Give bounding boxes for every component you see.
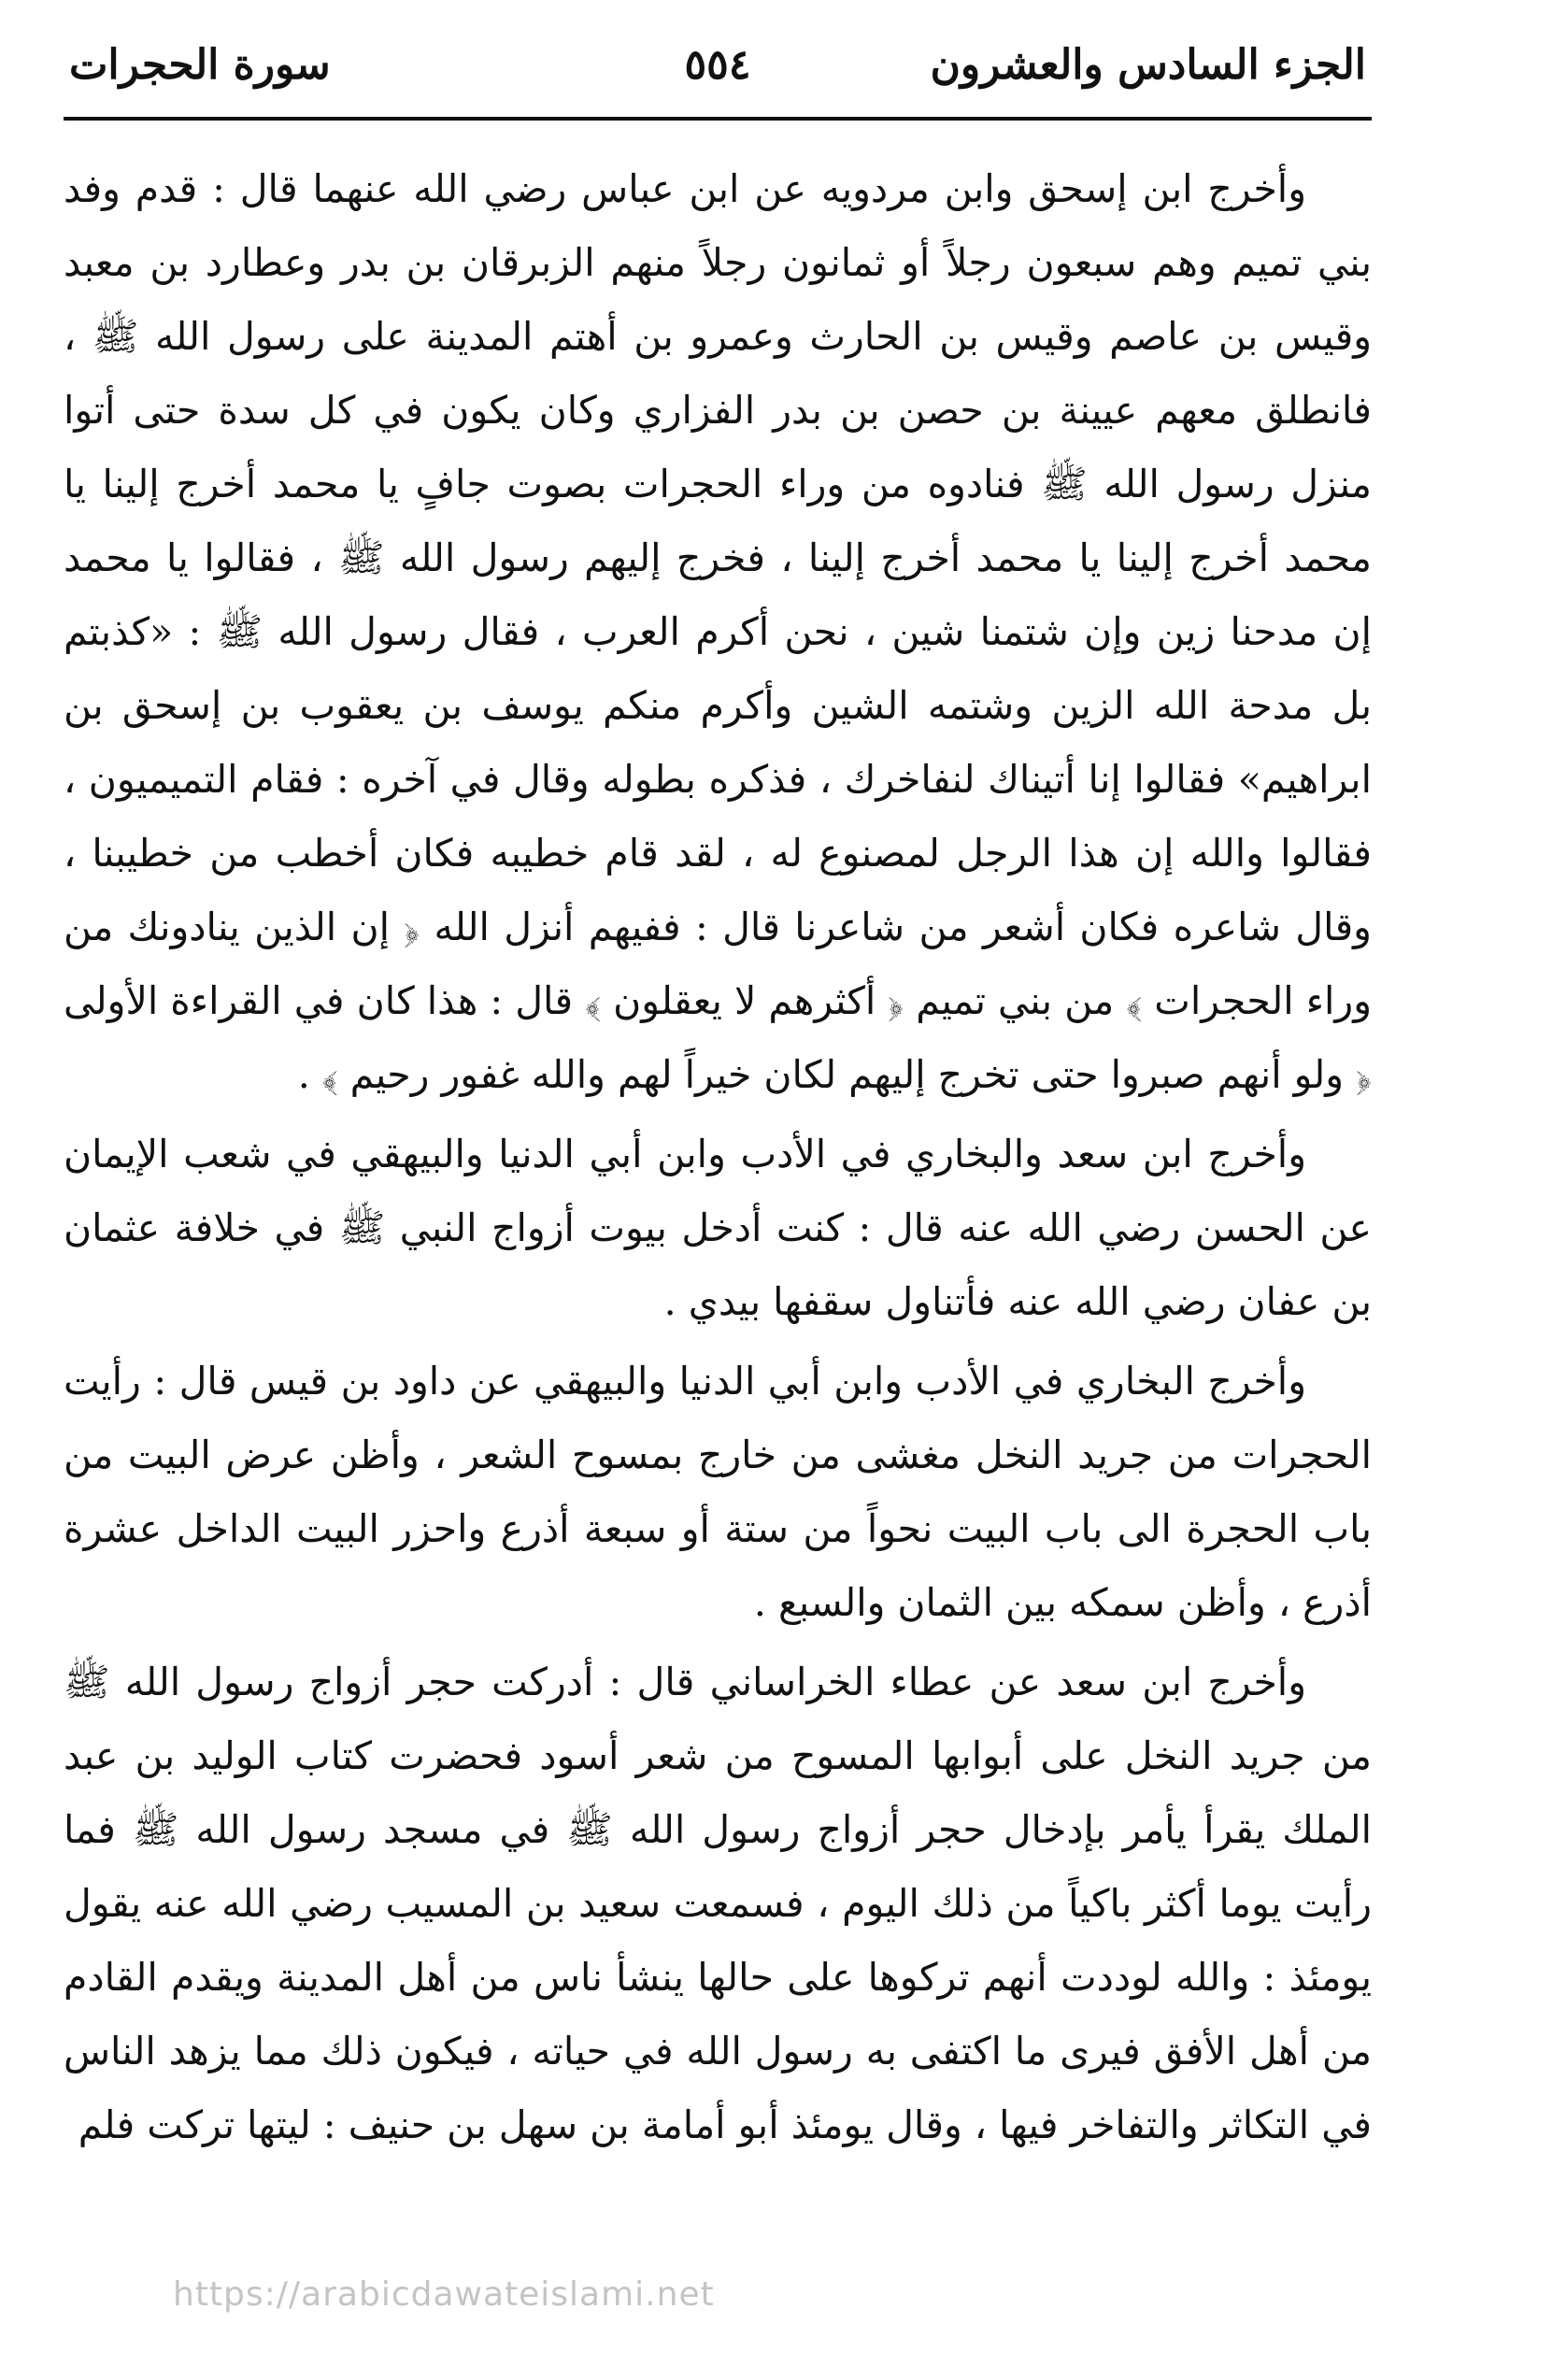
running-header	[64, 28, 1372, 117]
page-body-text	[64, 152, 1372, 2162]
header-divider	[64, 117, 1372, 121]
header-part-title: الجزء السادس والعشرون	[930, 41, 1366, 89]
header-page-number: ٥٥٤	[684, 41, 751, 89]
book-page	[64, 28, 1372, 2336]
paragraph-1: وأخرج ابن إسحق وابن مردويه عن ابن عباس رضي الله عنهما قال : قدم وفد بني تميم وهم سبعون رجلاً أو ثمانون رجلاً منهم الزبرقان بن بدر وعطارد بن معبد وقيس بن عاصم وقيس بن الحارث وعمرو بن أهتم المدينة على رسول الله ﷺ ، فانطلق معهم عيينة بن حصن بن بدر الفزاري وكان يكون في كل سدة حتى أتوا منزل رسول الله ﷺ فنادوه من وراء الحجرات بصوت جافٍ يا محمد أخرج إلينا يا محمد أخرج إلينا يا محمد أخرج إلينا ، فخرج إليهم رسول الله ﷺ ، فقالوا يا محمد إن مدحنا زين وإن شتمنا شين ، نحن أكرم العرب ، فقال رسول الله ﷺ : «كذبتم بل مدحة الله الزين وشتمه الشين وأكرم منكم يوسف بن يعقوب بن إسحق بن ابراهيم» فقالوا إنا أتيناك لنفاخرك ، فذكره بطوله وقال في آخره : فقام التميميون ، فقالوا والله إن هذا الرجل لمصنوع له ، لقد قام خطيبه فكان أخطب من خطيبنا ، وقال شاعره فكان أشعر من شاعرنا قال : ففيهم أنزل الله ﴿ إن الذين ينادونك من وراء الحجرات ﴾ من بني تميم ﴿ أكثرهم لا يعقلون ﴾ قال : هذا كان في القراءة الأولى ﴿ ولو أنهم صبروا حتى تخرج إليهم لكان خيراً لهم والله غفور رحيم ﴾ .	[64, 166, 1372, 1097]
paragraph-4: وأخرج ابن سعد عن عطاء الخراساني قال : أدركت حجر أزواج رسول الله ﷺ من جريد النخل على أبوابها المسوح من شعر أسود فحضرت كتاب الوليد بن عبد الملك يقرأ يأمر بإدخال حجر أزواج رسول الله ﷺ في مسجد رسول الله ﷺ فما رأيت يوما أكثر باكياً من ذلك اليوم ، فسمعت سعيد بن المسيب رضي الله عنه يقول يومئذ : والله لوددت أنهم تركوها على حالها ينشأ ناس من أهل المدينة ويقدم القادم من أهل الأفق فيرى ما اكتفى به رسول الله في حياته ، فيكون ذلك مما يزهد الناس في التكاثر والتفاخر فيها ، وقال يومئذ أبو أمامة بن سهل بن حنيف : ليتها تركت فلم	[64, 1660, 1372, 2147]
paragraph-3: وأخرج البخاري في الأدب وابن أبي الدنيا والبيهقي عن داود بن قيس قال : رأيت الحجرات من جريد النخل مغشى من خارج بمسوح الشعر ، وأظن عرض البيت من باب الحجرة الى باب البيت نحواً من ستة أو سبعة أذرع واحزر البيت الداخل عشرة أذرع ، وأظن سمكه بين الثمان والسبع .	[64, 1359, 1372, 1625]
header-surah-title: سورة الحجرات	[69, 41, 331, 89]
paragraph-2: وأخرج ابن سعد والبخاري في الأدب وابن أبي الدنيا والبيهقي في شعب الإيمان عن الحسن رضي الله عنه قال : كنت أدخل بيوت أزواج النبي ﷺ في خلافة عثمان بن عفان رضي الله عنه فأتناول سقفها بيدي .	[64, 1132, 1372, 1324]
source-watermark: https://arabicdawateislami.net	[173, 2275, 715, 2314]
